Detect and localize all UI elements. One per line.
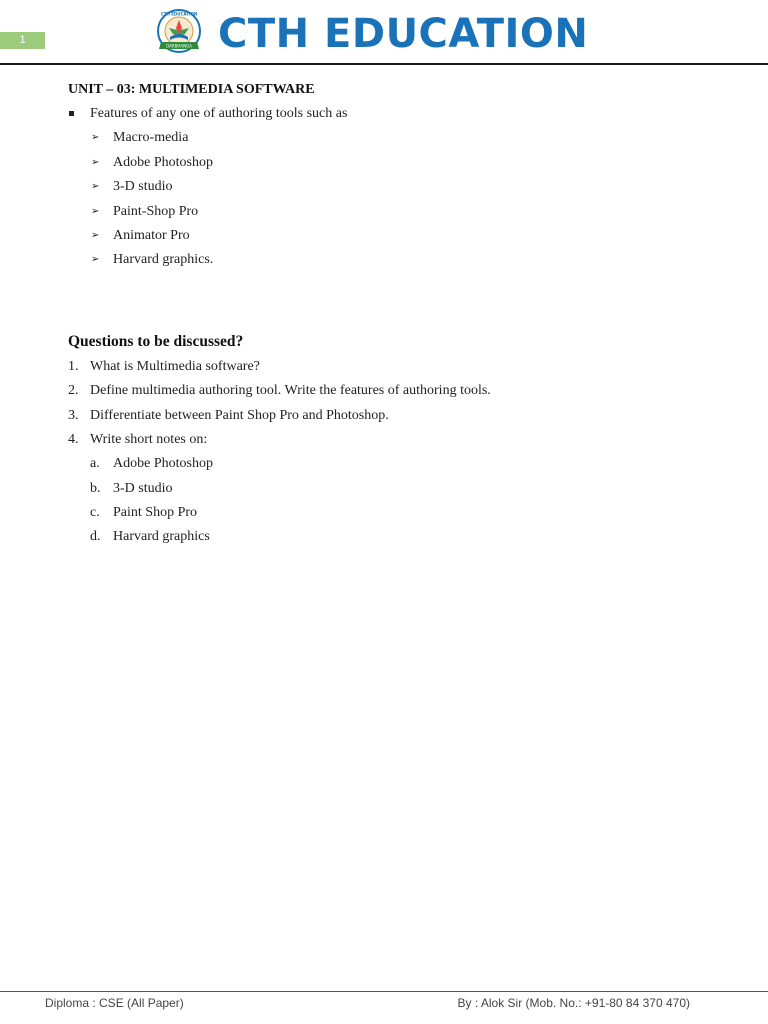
tool-text: Macro-media: [113, 130, 189, 146]
square-bullet-icon: [69, 111, 74, 116]
question-number: 1.: [68, 358, 79, 374]
short-note-text: Paint Shop Pro: [113, 505, 198, 521]
short-note-letter: a.: [90, 456, 100, 472]
question-number: 2.: [68, 383, 79, 399]
short-note-text: 3-D studio: [113, 480, 173, 496]
arrow-bullet-icon: ➢: [91, 254, 100, 266]
arrow-bullet-icon: ➢: [91, 205, 100, 217]
tool-item: [68, 224, 748, 248]
short-note-text: Adobe Photoshop: [113, 456, 213, 472]
short-note-text: Harvard graphics: [113, 529, 210, 545]
brand-title: CTH EDUCATION: [218, 11, 589, 57]
cth-education-logo: [153, 9, 205, 57]
footer-author: By : Alok Sir (Mob. No.: +91-80 84 370 470): [457, 996, 690, 1010]
bullet-item: [68, 102, 748, 126]
question-text: Write short notes on:: [90, 431, 208, 447]
tool-item: [68, 151, 748, 175]
question-text: Differentiate between Paint Shop Pro and Photoshop.: [90, 407, 389, 423]
bullet-text: Features of any one of authoring tools such as: [90, 106, 348, 121]
tool-item: [68, 248, 748, 272]
svg-text:DARBHANGA: DARBHANGA: [166, 43, 192, 49]
short-note-item: [68, 501, 748, 525]
document-body: [68, 78, 748, 550]
short-note-item: [68, 452, 748, 476]
short-note-letter: b.: [90, 480, 101, 496]
tool-text: Harvard graphics.: [113, 252, 214, 268]
question-item: [68, 404, 748, 428]
short-note-item: [68, 525, 748, 549]
question-number: 3.: [68, 407, 79, 423]
question-item: [68, 428, 748, 452]
tool-text: Adobe Photoshop: [113, 154, 213, 170]
header-divider: [0, 63, 768, 65]
arrow-bullet-icon: ➢: [91, 156, 100, 168]
short-note-letter: d.: [90, 529, 101, 545]
tool-text: Animator Pro: [113, 227, 190, 243]
tool-text: Paint-Shop Pro: [113, 203, 199, 219]
question-text: Define multimedia authoring tool. Write the features of authoring tools.: [90, 383, 491, 399]
arrow-bullet-icon: ➢: [91, 229, 100, 241]
short-note-letter: c.: [90, 505, 100, 521]
footer-course: Diploma : CSE (All Paper): [45, 996, 184, 1010]
question-text: What is Multimedia software?: [90, 358, 260, 374]
question-item: [68, 355, 748, 379]
arrow-bullet-icon: ➢: [91, 181, 100, 193]
svg-text:CTH EDUCATION: CTH EDUCATION: [160, 11, 198, 17]
short-note-item: [68, 477, 748, 501]
tool-item: [68, 175, 748, 199]
footer-divider: [0, 991, 768, 992]
unit-heading: UNIT – 03: MULTIMEDIA SOFTWARE: [68, 82, 315, 97]
question-item: [68, 379, 748, 403]
tool-text: 3-D studio: [113, 179, 173, 195]
tool-item: [68, 126, 748, 150]
tool-item: [68, 200, 748, 224]
arrow-bullet-icon: ➢: [91, 132, 100, 144]
page-number: 1: [0, 32, 45, 49]
question-number: 4.: [68, 431, 79, 447]
questions-heading: Questions to be discussed?: [68, 332, 244, 350]
